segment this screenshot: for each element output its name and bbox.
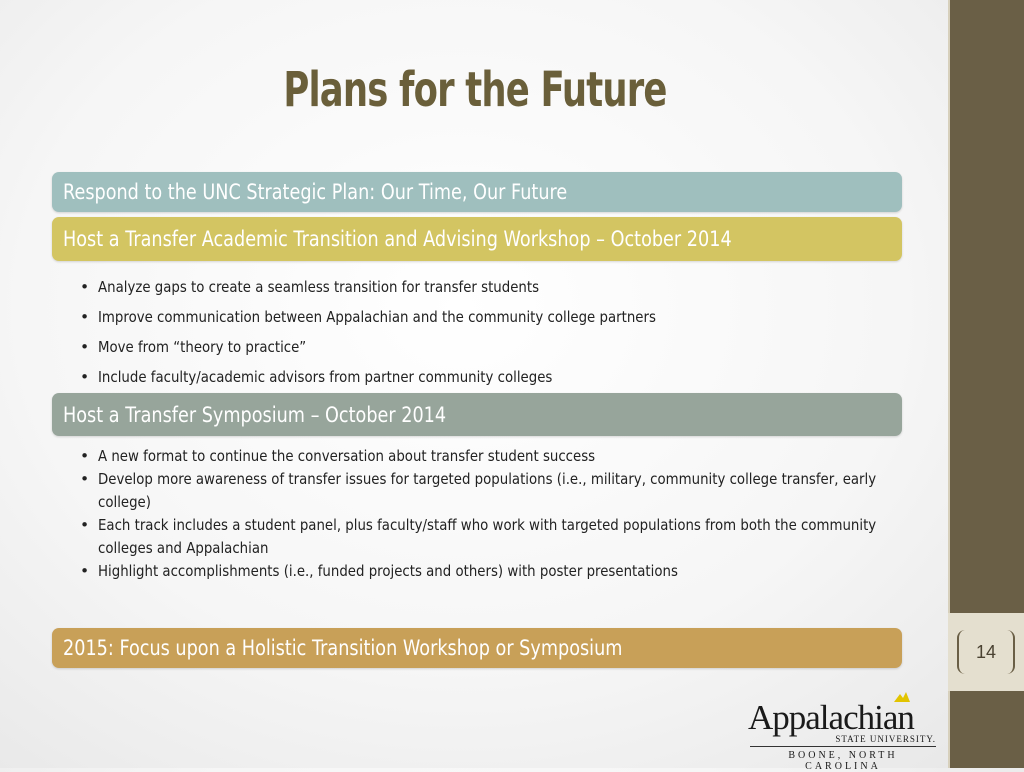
slide-title: Plans for the Future xyxy=(283,62,667,118)
list-item: • Each track includes a student panel, plus faculty/staff who work with targeted populations from both the community colleges and Appalachian xyxy=(80,514,880,560)
symposium-bullet-list xyxy=(80,445,880,583)
band-advising-workshop-label: Host a Transfer Academic Transition and Advising Workshop – October 2014 xyxy=(63,227,732,251)
page-number: 14 xyxy=(957,630,1015,674)
appalachian-logo xyxy=(742,690,942,772)
list-item: • Improve communication between Appalachian and the community college partners xyxy=(80,302,880,332)
logo-divider xyxy=(750,746,936,747)
workshop-bullet-list xyxy=(80,272,880,392)
logo-subtitle: STATE UNIVERSITY. xyxy=(835,734,936,744)
list-item: • Highlight accomplishments (i.e., funded projects and others) with poster presentations xyxy=(80,560,880,583)
list-item: • Include faculty/academic advisors from partner community colleges xyxy=(80,362,880,392)
list-item: • Develop more awareness of transfer issues for targeted populations (i.e., military, community college transfer, early college) xyxy=(80,468,880,514)
band-transfer-symposium xyxy=(52,393,902,436)
band-unc-strategic-plan-label: Respond to the UNC Strategic Plan: Our Time, Our Future xyxy=(63,180,568,204)
band-2015-focus xyxy=(52,628,902,668)
list-item: • Move from “theory to practice” xyxy=(80,332,880,362)
band-transfer-symposium-label: Host a Transfer Symposium – October 2014 xyxy=(63,402,447,427)
band-2015-focus-label: 2015: Focus upon a Holistic Transition Workshop or Symposium xyxy=(63,636,623,660)
list-item: • A new format to continue the conversation about transfer student success xyxy=(80,445,880,468)
list-item: • Analyze gaps to create a seamless transition for transfer students xyxy=(80,272,880,302)
band-advising-workshop xyxy=(52,217,902,261)
band-unc-strategic-plan xyxy=(52,172,902,212)
logo-location: BOONE, NORTH CAROLINA xyxy=(788,750,898,772)
logo-wordmark: Appalachian xyxy=(748,698,914,737)
